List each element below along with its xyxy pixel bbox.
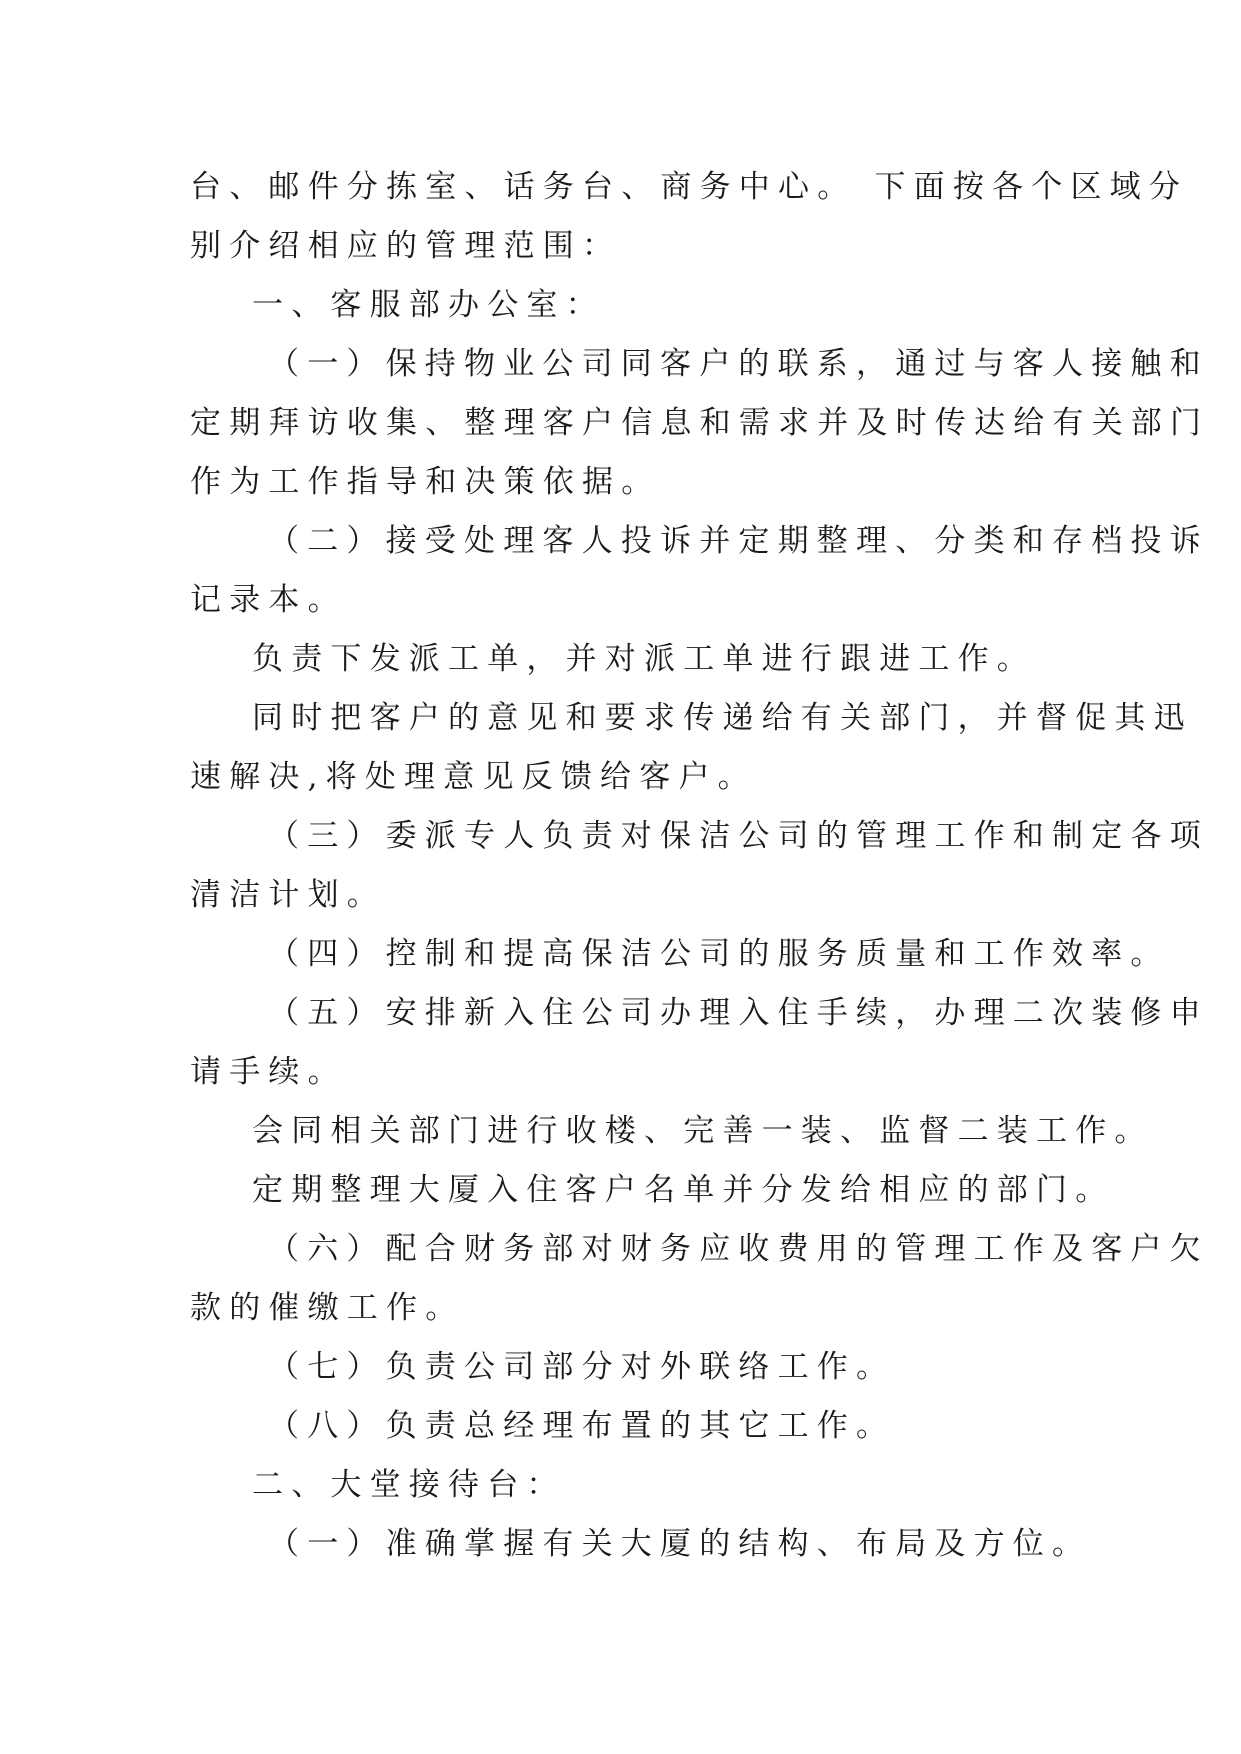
list-item: （一）准确掌握有关大厦的结构、布局及方位。 xyxy=(268,1526,1092,1562)
list-item: （一）保持物业公司同客户的联系，通过与客人接触和 xyxy=(268,346,1209,382)
list-item: （三）委派专人负责对保洁公司的管理工作和制定各项 xyxy=(268,818,1209,854)
section-heading: 一、客服部办公室： xyxy=(252,287,605,323)
text-line: 作为工作指导和决策依据。 xyxy=(190,464,661,500)
text-line: 定期拜访收集、整理客户信息和需求并及时传达给有关部门 xyxy=(190,405,1210,441)
document-body xyxy=(190,158,1210,1574)
text-line: 速解决,将处理意见反馈给客户。 xyxy=(190,759,757,795)
paragraph: 会同相关部门进行收楼、完善一装、监督二装工作。 xyxy=(252,1113,1154,1149)
section-heading: 二、大堂接待台： xyxy=(252,1467,566,1503)
paragraph: 同时把客户的意见和要求传递给有关部门，并督促其迅 xyxy=(252,700,1193,736)
text-line: 台、邮件分拣室、话务台、商务中心。 下面按各个区域分 xyxy=(190,169,1189,205)
paragraph: 负责下发派工单，并对派工单进行跟进工作。 xyxy=(252,641,1036,677)
list-item: （四）控制和提高保洁公司的服务质量和工作效率。 xyxy=(268,936,1170,972)
list-item: （八）负责总经理布置的其它工作。 xyxy=(268,1408,896,1444)
paragraph: 定期整理大厦入住客户名单并分发给相应的部门。 xyxy=(252,1172,1115,1208)
list-item: （二）接受处理客人投诉并定期整理、分类和存档投诉 xyxy=(268,523,1209,559)
text-line: 清洁计划。 xyxy=(190,877,386,913)
text-line: 款的催缴工作。 xyxy=(190,1290,465,1326)
text-line: 记录本。 xyxy=(190,582,347,618)
list-item: （六）配合财务部对财务应收费用的管理工作及客户欠 xyxy=(268,1231,1209,1267)
text-line: 请手续。 xyxy=(190,1054,347,1090)
text-line: 别介绍相应的管理范围： xyxy=(190,228,622,264)
list-item: （七）负责公司部分对外联络工作。 xyxy=(268,1349,896,1385)
list-item: （五）安排新入住公司办理入住手续，办理二次装修申 xyxy=(268,995,1209,1031)
